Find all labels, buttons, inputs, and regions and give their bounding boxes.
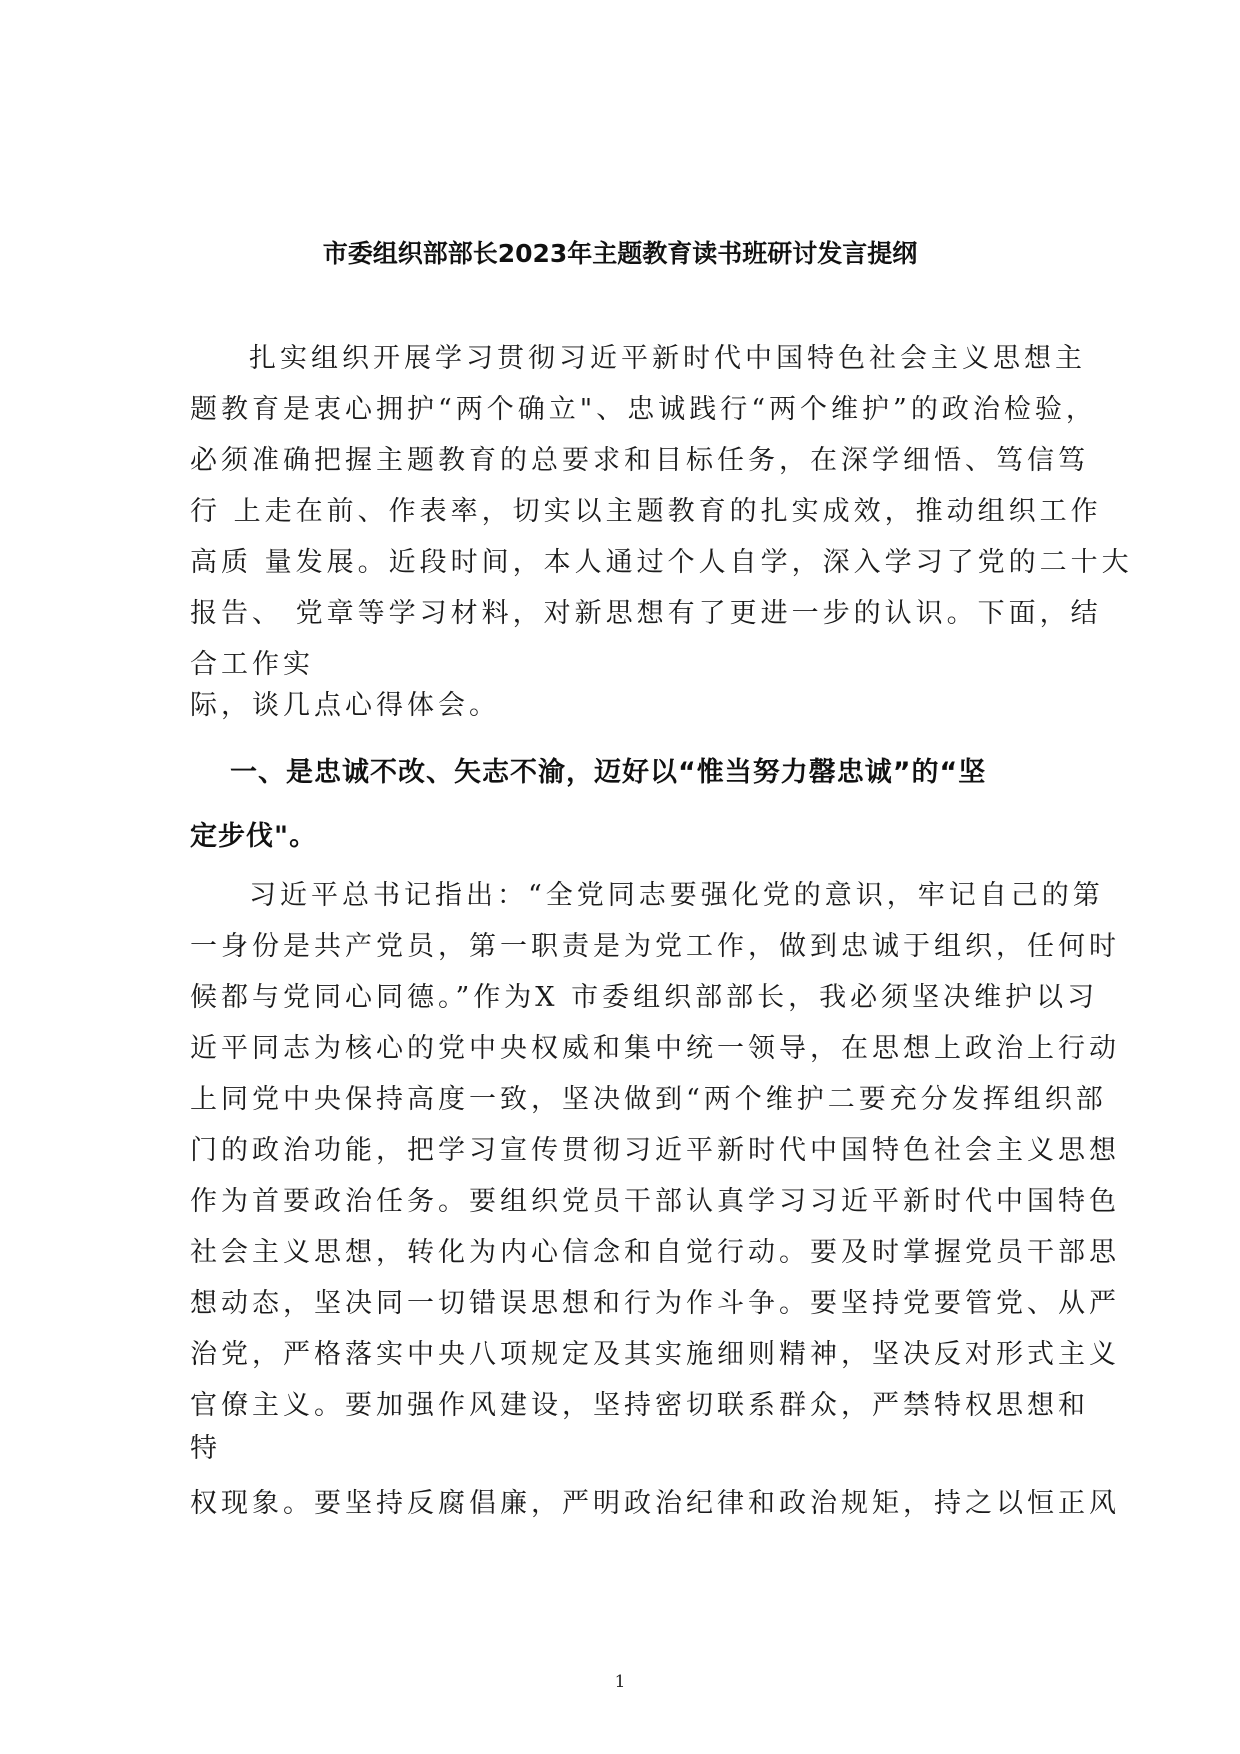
text-line: 门的政治功能，把学习宣传贯彻习近平新时代中国特色社会主义思想	[190, 1135, 1120, 1166]
heading-line: 一、是忠诚不改、矢志不渝，迈好以“惟当努力罄忠诚”的“坚	[202, 757, 987, 788]
text-line: 习近平总书记指出：“全党同志要强化党的意识，牢记自己的第	[218, 880, 1104, 911]
page-number: 1	[614, 1672, 626, 1692]
text-line: 官僚主义。要加强作风建设，坚持密切联系群众，严禁特权思想和	[190, 1390, 1089, 1421]
text-line: 治党，严格落实中央八项规定及其实施细则精神，坚决反对形式主义	[190, 1339, 1120, 1370]
text-line: 社会主义思想，转化为内心信念和自觉行动。要及时掌握党员干部思	[190, 1237, 1120, 1268]
text-line: 题教育是衷心拥护“两个确立"、忠诚践行“两个维护”的政治检验，	[190, 394, 1097, 425]
section-heading	[190, 753, 1070, 857]
text-line: 想动态，坚决同一切错误思想和行为作斗争。要坚持党要管党、从严	[190, 1288, 1120, 1319]
text-line: 高质 量发展。近段时间，本人通过个人自学，深入学习了党的二十大	[190, 547, 1133, 578]
text-line: 作为首要政治任务。要组织党员干部认真学习习近平新时代中国特色	[190, 1186, 1120, 1217]
text-line: 一身份是共产党员，第一职责是为党工作，做到忠诚于组织，任何时	[190, 931, 1120, 962]
intro-paragraph	[190, 333, 1133, 731]
text-line: 合工作实	[190, 649, 314, 680]
heading-line: 定步伐"。	[190, 821, 318, 852]
text-line: 行 上走在前、作表率，切实以主题教育的扎实成效，推动组织工作	[190, 496, 1102, 527]
text-line: 候都与党同心同德。”作为X 市委组织部部长，我必须坚决维护以习	[190, 982, 1099, 1013]
text-line: 近平同志为核心的党中央权威和集中统一领导，在思想上政治上行动	[190, 1033, 1120, 1064]
text-line: 扎实组织开展学习贯彻习近平新时代中国特色社会主义思想主	[218, 343, 1086, 374]
text-line: 上同党中央保持高度一致，坚决做到“两个维护二要充分发挥组织部	[190, 1084, 1107, 1115]
text-line: 必须准确把握主题教育的总要求和目标任务，在深学细悟、笃信笃	[190, 445, 1089, 476]
text-line: 际，谈几点心得体会。	[190, 690, 500, 721]
text-line: 特	[190, 1433, 221, 1464]
section-body-paragraph	[190, 870, 1120, 1529]
text-line: 报告、 党章等学习材料，对新思想有了更进一步的认识。下面，结	[190, 598, 1102, 629]
document-title: 市委组织部部长2023年主题教育读书班研讨发言提纲	[322, 239, 918, 268]
text-line: 权现象。要坚持反腐倡廉，严明政治纪律和政治规矩，持之以恒正风	[190, 1488, 1120, 1519]
